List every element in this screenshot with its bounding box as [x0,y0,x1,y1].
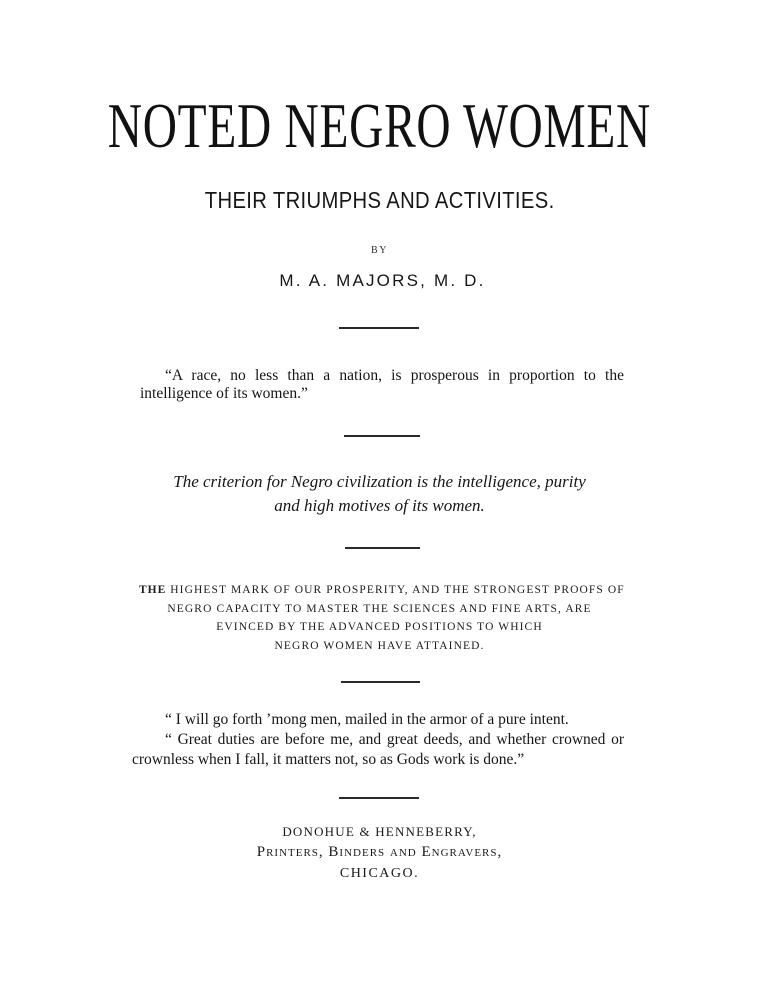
criterion-statement [0,470,759,518]
author-name: M. A. MAJORS, M. D. [279,271,486,290]
publisher-imprint [0,821,759,884]
divider-rule [339,797,419,799]
highest-mark-line [139,581,623,600]
highest-mark-line-rest: HIGHEST MARK OF OUR PROSPERITY, AND THE STRONGEST PROOFS OF [170,584,625,596]
criterion-line: The criterion for Negro civilization is the intelligence, purity [173,472,586,491]
publisher-city: CHICAGO. [339,866,420,881]
highest-mark-line: EVINCED BY THE ADVANCED POSITIONS TO WHICH [216,621,543,633]
race-quote-line: intelligence of its women.” [140,385,308,402]
divider-rule [344,435,420,437]
highest-mark-line: NEGRO CAPACITY TO MASTER THE SCIENCES AND FINE ARTS, ARE [167,602,592,615]
highest-mark-statement [0,581,759,655]
highest-mark-line: NEGRO WOMEN HAVE ATTAINED. [274,639,485,652]
divider-rule [339,327,419,329]
poem-line: “ Great duties are before me, and great deeds, and whether crowned or [165,731,624,748]
publisher-name: DONOHUE & HENNEBERRY, [282,824,477,839]
divider-rule [345,547,420,549]
poem-line: “ I will go forth ’mong men, mailed in the armor of a pure intent. [165,711,569,728]
by-label: BY [371,245,388,256]
poem-line: crownless when I fall, it matters not, so as Gods work is done.” [132,751,525,768]
poem-quote [132,710,624,770]
divider-rule [341,681,420,683]
book-subtitle: THEIR TRIUMPHS AND ACTIVITIES. [204,187,555,213]
race-quote-line: “A race, no less than a nation, is prosperous in proportion to the [165,367,624,384]
book-title: NOTED NEGRO WOMEN [107,90,651,161]
criterion-line: and high motives of its women. [274,496,485,515]
publisher-trade: Printers, Binders and Engravers, [256,844,503,860]
lead-word: THE [139,584,167,596]
race-quote [140,367,624,403]
